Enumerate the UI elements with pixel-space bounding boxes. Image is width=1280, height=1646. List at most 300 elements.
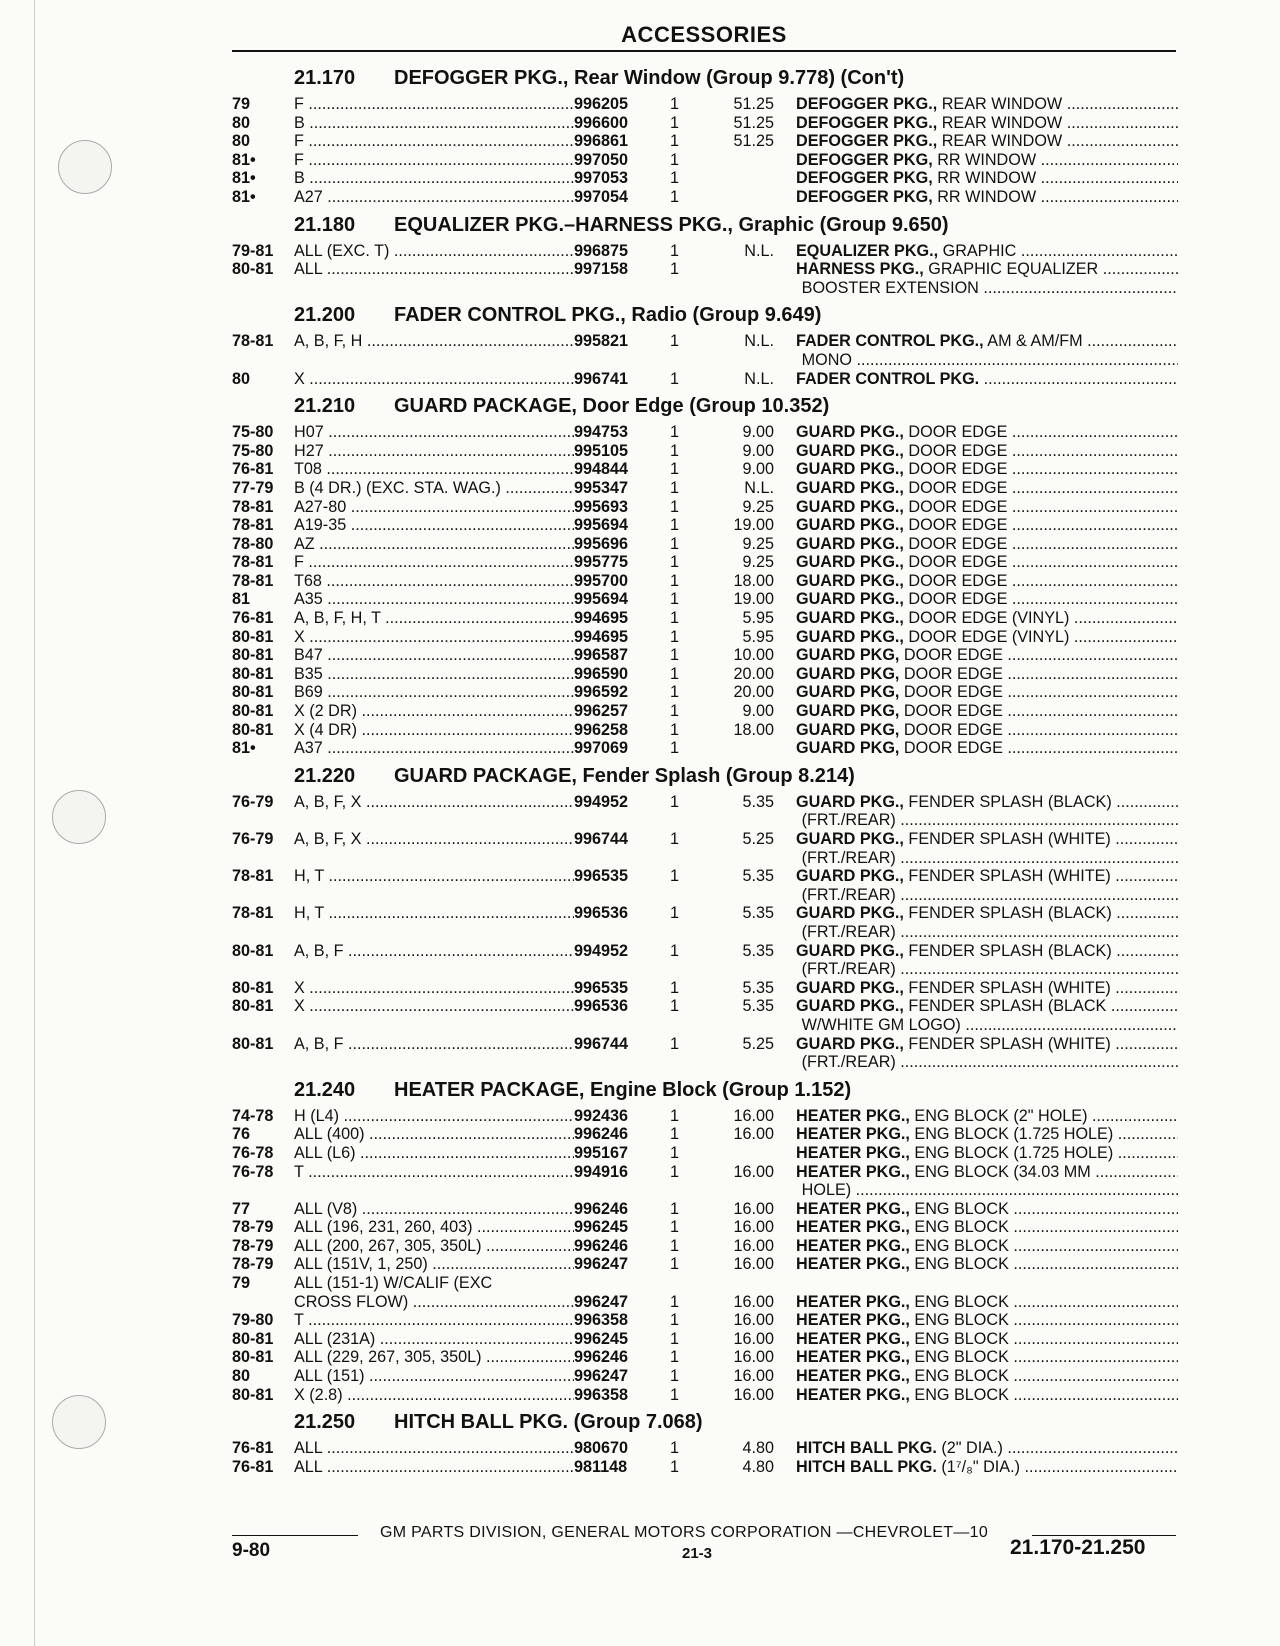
price-cell: N.L. bbox=[744, 241, 774, 260]
description-cell bbox=[796, 572, 1178, 591]
quantity-cell: 1 bbox=[670, 187, 680, 206]
model-text: X bbox=[294, 369, 305, 388]
description-cell bbox=[796, 1200, 1178, 1219]
model-cell bbox=[294, 1255, 574, 1274]
model-text: T bbox=[294, 1311, 304, 1330]
model-cell bbox=[294, 479, 574, 498]
table-row bbox=[232, 609, 1178, 628]
table-row bbox=[232, 151, 1178, 170]
part-number-cell: 994916 bbox=[574, 1162, 629, 1181]
part-number-cell: 994695 bbox=[574, 609, 629, 628]
quantity-cell: 1 bbox=[670, 1034, 680, 1053]
part-number-cell: 996590 bbox=[574, 664, 629, 683]
price-cell bbox=[718, 169, 796, 188]
model-text: ALL (EXC. T) bbox=[294, 241, 390, 260]
description-bold: GUARD PKG, bbox=[796, 646, 900, 665]
part-number-cell: 996592 bbox=[574, 683, 629, 702]
model-text: ALL (V8) bbox=[294, 1199, 358, 1218]
description-bold: DEFOGGER PKG, bbox=[796, 169, 933, 188]
model-text: A27 bbox=[294, 187, 323, 206]
description-text: DOOR EDGE bbox=[899, 664, 1003, 683]
description-text: ENG BLOCK bbox=[909, 1348, 1009, 1367]
model-cell bbox=[294, 997, 574, 1016]
description-cell bbox=[796, 114, 1178, 133]
description-bold: HEATER PKG., bbox=[796, 1367, 910, 1386]
table-row-continuation bbox=[232, 279, 1178, 298]
price-cell: 16.00 bbox=[733, 1367, 774, 1386]
model-text: X bbox=[294, 978, 305, 997]
description-bold: DEFOGGER PKG, bbox=[796, 150, 933, 169]
price-cell: 16.00 bbox=[733, 1385, 774, 1404]
year-cell: 80-81 bbox=[232, 1385, 274, 1404]
price-cell: 16.00 bbox=[733, 1348, 774, 1367]
description-bold: HEATER PKG., bbox=[796, 1143, 910, 1162]
model-text: ALL (L6) bbox=[294, 1143, 356, 1162]
part-number-cell: 996257 bbox=[574, 702, 629, 721]
table-row bbox=[232, 1293, 1178, 1312]
description-text: FENDER SPLASH (BLACK) bbox=[903, 904, 1112, 923]
model-text: ALL (400) bbox=[294, 1125, 365, 1144]
quantity-cell: 1 bbox=[670, 1199, 680, 1218]
table-row-continuation bbox=[232, 849, 1178, 868]
description-cell bbox=[796, 721, 1178, 740]
table-row bbox=[232, 1348, 1178, 1367]
description-cell bbox=[796, 423, 1178, 442]
year-cell: 76-79 bbox=[232, 830, 274, 848]
year-cell: 77 bbox=[232, 1199, 251, 1218]
model-text: A19-35 bbox=[294, 516, 347, 535]
price-cell: 16.00 bbox=[733, 1329, 774, 1348]
description-text: DOOR EDGE bbox=[903, 553, 1008, 572]
description-cell bbox=[796, 498, 1178, 517]
part-number-cell: 997050 bbox=[574, 150, 629, 169]
price-cell: 5.95 bbox=[742, 627, 774, 646]
description-cell bbox=[796, 151, 1178, 170]
year-cell: 76-78 bbox=[232, 1143, 274, 1162]
year-cell: 78-79 bbox=[232, 1255, 274, 1274]
description-cell bbox=[796, 683, 1178, 702]
part-number-cell: 995696 bbox=[574, 534, 629, 553]
quantity-cell: 1 bbox=[670, 241, 680, 260]
description-bold: GUARD PKG., bbox=[796, 997, 904, 1016]
spacer bbox=[232, 811, 788, 830]
quantity-cell: 1 bbox=[670, 534, 680, 553]
model-cell bbox=[294, 132, 574, 151]
description-cell bbox=[796, 1255, 1178, 1274]
part-number-cell: 981148 bbox=[574, 1457, 628, 1476]
model-text: ALL (196, 231, 260, 403) bbox=[294, 1218, 473, 1237]
description-bold: GUARD PKG., bbox=[796, 978, 904, 997]
table-row bbox=[232, 1367, 1178, 1386]
part-number-cell: 996875 bbox=[574, 241, 629, 260]
part-number-cell: 995167 bbox=[574, 1143, 629, 1162]
binder-hole bbox=[52, 790, 106, 844]
quantity-cell: 1 bbox=[670, 1385, 680, 1404]
model-cell bbox=[294, 904, 574, 923]
year-cell: 74-78 bbox=[232, 1106, 274, 1125]
model-cell bbox=[294, 1035, 574, 1054]
part-number-cell: 995694 bbox=[574, 590, 629, 609]
model-text: ALL (231A) bbox=[294, 1329, 376, 1348]
table-row bbox=[232, 572, 1178, 591]
description-text: ENG BLOCK (2" HOLE) bbox=[909, 1106, 1088, 1125]
table-row bbox=[232, 242, 1178, 261]
description-bold: GUARD PKG., bbox=[796, 423, 904, 442]
quantity-cell: 1 bbox=[670, 590, 680, 609]
table-row bbox=[232, 188, 1178, 207]
model-text: X (2 DR) bbox=[294, 702, 357, 721]
year-cell: 80 bbox=[232, 1367, 251, 1386]
model-cell bbox=[294, 1293, 574, 1312]
description-bold: DEFOGGER PKG., bbox=[796, 132, 938, 151]
year-cell: 80-81 bbox=[232, 1329, 274, 1348]
description-text: REAR WINDOW bbox=[937, 113, 1063, 132]
table-row bbox=[232, 739, 1178, 758]
price-cell: 18.00 bbox=[733, 720, 774, 739]
model-text: ALL (151) bbox=[294, 1367, 365, 1386]
description-continuation-text: (FRT./REAR) bbox=[801, 811, 896, 830]
price-cell: 5.25 bbox=[742, 1034, 774, 1053]
model-cell bbox=[294, 1367, 574, 1386]
part-number-cell: 997054 bbox=[574, 187, 629, 206]
quantity-cell: 1 bbox=[670, 867, 680, 886]
model-text: B (4 DR.) (EXC. STA. WAG.) bbox=[294, 478, 501, 497]
description-text: ENG BLOCK bbox=[909, 1311, 1009, 1330]
model-text: A, B, F, H, T bbox=[294, 609, 381, 628]
table-row bbox=[232, 479, 1178, 498]
quantity-cell: 1 bbox=[670, 1218, 680, 1237]
table-row bbox=[232, 590, 1178, 609]
description-cell bbox=[796, 95, 1178, 114]
year-cell: 78-81 bbox=[232, 516, 274, 535]
description-continuation-text: HOLE) bbox=[801, 1181, 852, 1200]
description-continuation bbox=[788, 923, 1178, 942]
description-continuation-text: BOOSTER EXTENSION bbox=[801, 278, 979, 297]
description-cell bbox=[796, 188, 1178, 207]
description-cell bbox=[796, 1163, 1178, 1182]
description-bold: GUARD PKG., bbox=[796, 590, 904, 609]
model-cell bbox=[294, 1125, 574, 1144]
quantity-cell: 1 bbox=[670, 1292, 680, 1311]
section-number: 21.250 bbox=[294, 1411, 356, 1434]
quantity-cell: 1 bbox=[670, 683, 680, 702]
footer-publisher: GM PARTS DIVISION, GENERAL MOTORS CORPORATION —CHEVROLET—10 bbox=[380, 1524, 989, 1541]
quantity-cell: 1 bbox=[670, 1311, 680, 1330]
year-cell: 78-81 bbox=[232, 867, 274, 886]
price-cell: 16.00 bbox=[733, 1199, 774, 1218]
price-cell: 16.00 bbox=[733, 1218, 774, 1237]
quantity-cell: 1 bbox=[670, 1439, 680, 1458]
description-text: DOOR EDGE bbox=[903, 460, 1008, 479]
part-number-cell: 995693 bbox=[574, 497, 629, 516]
part-number-cell: 996358 bbox=[574, 1385, 629, 1404]
quantity-cell: 1 bbox=[670, 497, 680, 516]
model-cell bbox=[294, 646, 574, 665]
price-cell: 5.95 bbox=[742, 609, 774, 628]
description-cell bbox=[796, 1367, 1178, 1386]
section-heading bbox=[232, 303, 1178, 328]
model-text: ALL bbox=[294, 1439, 323, 1458]
description-continuation-text: (FRT./REAR) bbox=[801, 922, 896, 941]
description-bold: HEATER PKG., bbox=[796, 1125, 910, 1144]
section-heading bbox=[232, 1078, 1178, 1103]
description-text: FENDER SPLASH (WHITE) bbox=[903, 867, 1111, 886]
quantity-cell: 1 bbox=[670, 113, 680, 132]
description-cell bbox=[796, 332, 1178, 351]
description-cell bbox=[796, 979, 1178, 998]
description-cell bbox=[796, 442, 1178, 461]
table-row bbox=[232, 1107, 1178, 1126]
quantity-cell: 1 bbox=[670, 997, 680, 1016]
model-cell bbox=[294, 628, 574, 647]
model-text: A, B, F bbox=[294, 941, 344, 960]
price-cell: 9.00 bbox=[742, 460, 774, 479]
year-cell: 80 bbox=[232, 369, 251, 388]
model-text: ALL (151V, 1, 250) bbox=[294, 1255, 428, 1274]
part-number-cell: 996246 bbox=[574, 1348, 629, 1367]
model-cell bbox=[294, 516, 574, 535]
description-text: FENDER SPLASH (BLACK bbox=[903, 997, 1107, 1016]
year-cell: 80-81 bbox=[232, 997, 274, 1016]
description-bold: DEFOGGER PKG, bbox=[796, 187, 933, 206]
model-cell bbox=[294, 498, 574, 517]
quantity-cell: 1 bbox=[670, 441, 680, 460]
model-cell bbox=[294, 867, 574, 886]
description-bold: DEFOGGER PKG., bbox=[796, 95, 938, 113]
model-cell bbox=[294, 979, 574, 998]
description-cell bbox=[796, 169, 1178, 188]
description-text: FENDER SPLASH (WHITE) bbox=[903, 830, 1111, 848]
description-text: FENDER SPLASH (BLACK) bbox=[903, 792, 1112, 811]
quantity-cell: 1 bbox=[670, 1143, 680, 1162]
part-number-cell: 996246 bbox=[574, 1125, 629, 1144]
model-text: F bbox=[294, 553, 304, 572]
quantity-cell: 1 bbox=[670, 332, 680, 351]
table-row bbox=[232, 1144, 1178, 1163]
description-bold: HEATER PKG., bbox=[796, 1329, 910, 1348]
model-text: A, B, F bbox=[294, 1034, 344, 1053]
title-rule bbox=[232, 50, 1176, 52]
description-bold: HITCH BALL PKG. bbox=[796, 1457, 937, 1476]
description-bold: GUARD PKG., bbox=[796, 534, 904, 553]
description-text: GRAPHIC bbox=[938, 241, 1017, 260]
model-cell bbox=[294, 423, 574, 442]
table-row bbox=[232, 793, 1178, 812]
model-text: X (2.8) bbox=[294, 1385, 343, 1404]
year-cell: 80-81 bbox=[232, 1034, 274, 1053]
year-cell: 76-79 bbox=[232, 792, 274, 811]
description-text: REAR WINDOW bbox=[937, 95, 1063, 113]
part-number-cell: 980670 bbox=[574, 1439, 629, 1458]
description-cell bbox=[796, 1144, 1178, 1163]
description-bold: HEATER PKG., bbox=[796, 1162, 910, 1181]
description-text: DOOR EDGE (VINYL) bbox=[903, 609, 1070, 628]
quantity-cell: 1 bbox=[670, 1106, 680, 1125]
year-cell: 80-81 bbox=[232, 702, 274, 721]
description-text: DOOR EDGE bbox=[903, 423, 1008, 442]
table-row bbox=[232, 132, 1178, 151]
part-number-cell: 994844 bbox=[574, 460, 629, 479]
year-cell: 81• bbox=[232, 169, 256, 188]
table-row-continuation bbox=[232, 886, 1178, 905]
description-bold: HEATER PKG., bbox=[796, 1255, 910, 1274]
price-cell: 9.25 bbox=[742, 534, 774, 553]
part-number-cell: 996247 bbox=[574, 1255, 629, 1274]
year-cell: 79 bbox=[232, 1274, 251, 1293]
year-cell: 79-80 bbox=[232, 1311, 274, 1330]
part-number-cell: 994695 bbox=[574, 627, 629, 646]
year-cell: 81• bbox=[232, 739, 256, 758]
part-number-cell: 996741 bbox=[574, 369, 629, 388]
model-text: X (4 DR) bbox=[294, 720, 357, 739]
description-cell bbox=[796, 590, 1178, 609]
quantity-cell: 1 bbox=[670, 720, 680, 739]
description-bold: FADER CONTROL PKG. bbox=[796, 369, 980, 388]
description-bold: HEATER PKG., bbox=[796, 1348, 910, 1367]
quantity-cell: 1 bbox=[670, 830, 680, 848]
table-row bbox=[232, 498, 1178, 517]
year-cell: 76-81 bbox=[232, 1457, 274, 1476]
price-cell bbox=[718, 151, 796, 170]
spacer bbox=[232, 351, 788, 370]
year-cell: 80 bbox=[232, 132, 251, 151]
table-row bbox=[232, 1237, 1178, 1256]
model-cell bbox=[294, 739, 574, 758]
description-bold: HEATER PKG., bbox=[796, 1106, 910, 1125]
model-text: B35 bbox=[294, 664, 323, 683]
price-cell: 5.35 bbox=[742, 904, 774, 923]
table-row bbox=[232, 332, 1178, 351]
model-text: AZ bbox=[294, 534, 315, 553]
description-bold: GUARD PKG., bbox=[796, 497, 904, 516]
description-bold: GUARD PKG., bbox=[796, 553, 904, 572]
model-text: T68 bbox=[294, 571, 322, 590]
quantity-cell: 1 bbox=[670, 1125, 680, 1144]
description-continuation bbox=[788, 1016, 1178, 1035]
year-cell: 78-81 bbox=[232, 332, 274, 351]
year-cell: 80-81 bbox=[232, 260, 274, 279]
description-text: FENDER SPLASH (BLACK) bbox=[903, 941, 1112, 960]
description-text: ENG BLOCK bbox=[909, 1292, 1009, 1311]
quantity-cell: 1 bbox=[670, 516, 680, 535]
model-cell bbox=[294, 1200, 574, 1219]
model-text: A, B, F, X bbox=[294, 792, 362, 811]
description-text: ENG BLOCK (1.725 HOLE) bbox=[909, 1143, 1114, 1162]
price-cell: 18.00 bbox=[733, 571, 774, 590]
table-row bbox=[232, 979, 1178, 998]
description-text: RR WINDOW bbox=[932, 187, 1037, 206]
model-text: CROSS FLOW) bbox=[294, 1292, 409, 1311]
quantity-cell bbox=[670, 1274, 718, 1293]
year-cell: 80-81 bbox=[232, 941, 274, 960]
description-text: DOOR EDGE bbox=[903, 478, 1008, 497]
spacer bbox=[232, 1016, 788, 1035]
section-title: GUARD PACKAGE, Door Edge (Group 10.352) bbox=[394, 395, 830, 418]
description-text: DOOR EDGE bbox=[899, 702, 1003, 721]
table-row-continuation bbox=[232, 1181, 1178, 1200]
year-cell: 78-81 bbox=[232, 497, 274, 516]
description-cell bbox=[796, 1439, 1178, 1458]
description-bold: HITCH BALL PKG. bbox=[796, 1439, 937, 1458]
part-number-cell: 994753 bbox=[574, 423, 629, 442]
description-bold: FADER CONTROL PKG., bbox=[796, 332, 984, 351]
catalog-content bbox=[232, 60, 1178, 1476]
section-heading bbox=[232, 66, 1178, 91]
description-cell bbox=[796, 997, 1178, 1016]
description-bold: HEATER PKG., bbox=[796, 1292, 910, 1311]
quantity-cell: 1 bbox=[670, 369, 680, 388]
description-continuation-text: MONO bbox=[801, 350, 853, 369]
description-continuation bbox=[788, 279, 1178, 298]
part-number-cell: 996247 bbox=[574, 1292, 629, 1311]
description-cell bbox=[796, 1386, 1178, 1405]
part-number-cell: 996600 bbox=[574, 113, 629, 132]
spacer bbox=[232, 923, 788, 942]
description-cell bbox=[796, 1107, 1178, 1126]
price-cell: 16.00 bbox=[733, 1236, 774, 1255]
model-cell bbox=[294, 442, 574, 461]
price-cell: 9.25 bbox=[742, 553, 774, 572]
description-continuation bbox=[788, 960, 1178, 979]
description-continuation bbox=[788, 811, 1178, 830]
table-row bbox=[232, 1125, 1178, 1144]
price-cell bbox=[718, 1144, 796, 1163]
price-cell: 16.00 bbox=[733, 1311, 774, 1330]
quantity-cell: 1 bbox=[670, 1367, 680, 1386]
description-continuation bbox=[788, 886, 1178, 905]
description-cell bbox=[796, 867, 1178, 886]
year-cell: 75-80 bbox=[232, 441, 274, 460]
year-cell: 81• bbox=[232, 187, 256, 206]
year-cell: 79 bbox=[232, 95, 251, 113]
table-row bbox=[232, 114, 1178, 133]
table-row bbox=[232, 1439, 1178, 1458]
model-text: B47 bbox=[294, 646, 323, 665]
table-row bbox=[232, 460, 1178, 479]
model-text: F bbox=[294, 150, 304, 169]
spacer bbox=[232, 1181, 788, 1200]
year-cell: 77-79 bbox=[232, 478, 274, 497]
description-cell bbox=[796, 242, 1178, 261]
description-bold: HEATER PKG., bbox=[796, 1311, 910, 1330]
price-cell: 16.00 bbox=[733, 1292, 774, 1311]
part-number-cell: 995775 bbox=[574, 553, 629, 572]
quantity-cell: 1 bbox=[670, 423, 680, 442]
description-text: FENDER SPLASH (WHITE) bbox=[903, 978, 1111, 997]
part-number-cell: 995347 bbox=[574, 478, 629, 497]
price-cell: 5.35 bbox=[742, 792, 774, 811]
section-heading bbox=[232, 394, 1178, 419]
description-text: DOOR EDGE bbox=[903, 590, 1008, 609]
description-bold: GUARD PKG., bbox=[796, 792, 904, 811]
year-cell: 78-81 bbox=[232, 571, 274, 590]
part-number-cell: 996744 bbox=[574, 830, 629, 848]
model-cell bbox=[294, 188, 574, 207]
table-row bbox=[232, 1255, 1178, 1274]
part-number-cell: 996587 bbox=[574, 646, 629, 665]
section-title: HITCH BALL PKG. (Group 7.068) bbox=[394, 1411, 703, 1434]
description-bold: GUARD PKG, bbox=[796, 720, 900, 739]
spacer bbox=[232, 960, 788, 979]
part-number-cell: 997158 bbox=[574, 260, 629, 279]
description-bold: GUARD PKG., bbox=[796, 460, 904, 479]
year-cell: 76 bbox=[232, 1125, 251, 1144]
description-cell bbox=[796, 370, 1178, 389]
section-title: FADER CONTROL PKG., Radio (Group 9.649) bbox=[394, 304, 822, 327]
model-cell bbox=[294, 260, 574, 279]
model-text: B bbox=[294, 113, 305, 132]
description-cell bbox=[796, 535, 1178, 554]
